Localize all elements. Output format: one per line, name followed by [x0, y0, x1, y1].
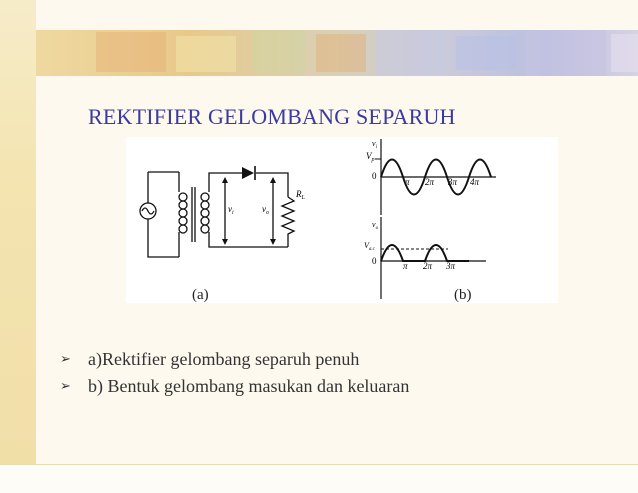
vo-label: $v_o$: [262, 204, 269, 216]
bottom-y-axis-label: $v_o$: [372, 220, 379, 231]
arrow-bullet-icon: ➢: [60, 352, 71, 367]
load-resistor-icon: [282, 197, 294, 237]
rl-label: $R_L$: [296, 189, 305, 201]
top-y-axis-label: $v_i$: [372, 139, 377, 150]
bullet-text: a)Rektifier gelombang separuh penuh: [88, 349, 360, 369]
top-tick-pi: π: [405, 177, 410, 187]
bullet-text: b) Bentuk gelombang masukan dan keluaran: [88, 376, 410, 396]
arrow-down-icon: [222, 239, 228, 245]
diode-icon: [242, 167, 254, 179]
bullet-item: [60, 373, 409, 400]
top-tick-3pi: 3π: [448, 177, 458, 187]
arrow-bullet-icon: ➢: [60, 379, 71, 394]
bottom-tick-pi: π: [403, 261, 408, 271]
vp-label: $V_p$: [366, 151, 375, 163]
top-tick-4pi: 4π: [470, 177, 480, 187]
vi-label: $v_i$: [228, 204, 234, 216]
primary-coil-icon: [179, 193, 187, 233]
top-zero-label: 0: [372, 171, 377, 181]
output-half-wave: [381, 245, 469, 261]
top-tick-2pi: 2π: [425, 177, 435, 187]
bottom-margin: [0, 465, 638, 493]
bottom-tick-3pi: 3π: [446, 261, 456, 271]
bullet-item: [60, 346, 409, 373]
arrow-down-icon: [270, 239, 276, 245]
top-decor-band: [36, 30, 638, 76]
figure-label-b: (b): [454, 287, 472, 303]
arrow-up-icon: [270, 177, 276, 183]
bottom-tick-2pi: 2π: [423, 261, 433, 271]
figure-drawing: [126, 137, 558, 303]
slide-title: REKTIFIER GELOMBANG SEPARUH: [88, 104, 456, 129]
bottom-zero-label: 0: [372, 256, 377, 266]
arrow-up-icon: [222, 177, 228, 183]
figure: [126, 137, 558, 303]
figure-label-a: (a): [192, 287, 209, 303]
secondary-coil-icon: [201, 193, 209, 233]
rectifier-circuit: [140, 172, 294, 257]
left-decor-strip: [0, 0, 36, 465]
vdc-label: $V_{a.c}$: [364, 241, 375, 252]
bullet-list: [60, 346, 409, 400]
